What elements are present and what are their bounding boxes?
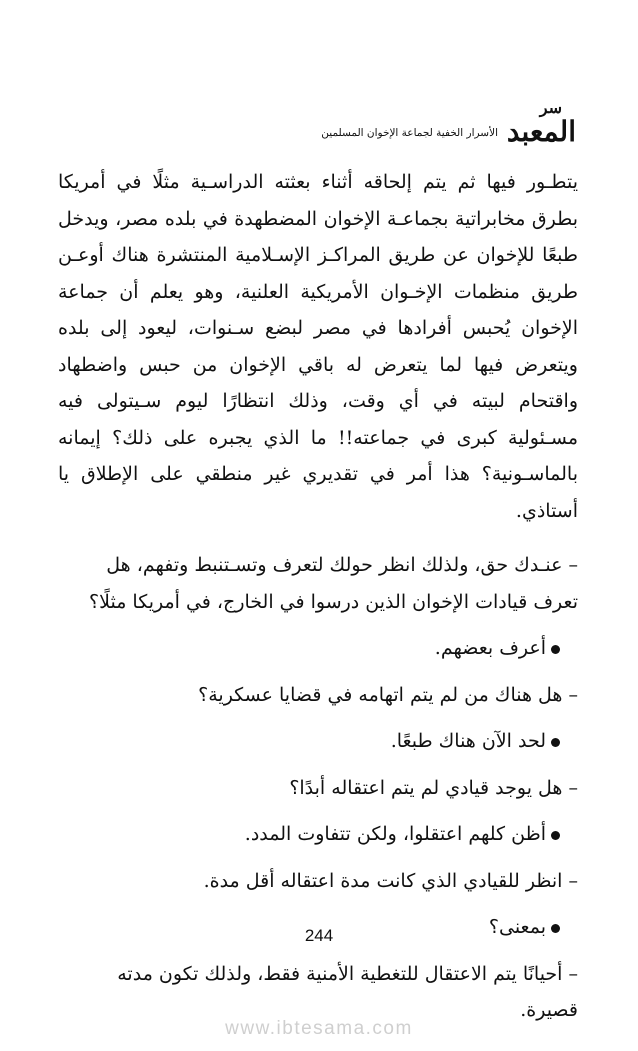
- watermark-url: www.ibtesama.com: [225, 1018, 413, 1039]
- page-body: [58, 164, 578, 1039]
- paragraph: يتطـور فيها ثم يتم إلحاقه أثناء بعثته الدراسـية مثلًا في أمريكا بطرق مخابراتية بجماعـة الإخوان المضطهدة في بلده مصر، ويدخل طبعًا للإخوان عن طريق المراكـز الإسـلامية المنتشرة هناك أوعـن طريق منظمات الإخـوان الأمريكية العلنية، وهو يعلم أن جماعة الإخوان يُحبس أفرادها في مصر لبضع سـنوات، ليعود إلى بلده ويتعرض فيها لما يتعرض له باقي الإخوان من حبس واضطهاد واقتحام لبيته في أي وقت، وذلك انتظارًا ليوم سـيتولى فيه مسـئولية كبرى في جماعته!! ما الذي يجبره على ذلك؟ إيمانه بالماسـونية؟ هذا أمر في تقديري غير منطقي على الإطلاق يا أستاذي.: [58, 171, 578, 522]
- dialogue-answer: [58, 723, 578, 760]
- book-subtitle: الأسرار الخفية لجماعة الإخوان المسلمين: [321, 126, 498, 139]
- dialogue-answer: [58, 630, 578, 667]
- book-logo: [506, 100, 576, 146]
- dialogue-question: – أحيانًا يتم الاعتقال للتغطية الأمنية فقط، ولذلك تكون مدته قصيرة.: [117, 962, 578, 1021]
- running-header: [70, 100, 576, 146]
- bullet-icon: [551, 645, 560, 654]
- logo-big-word: المعبد: [506, 115, 576, 148]
- dialogue-question: – عنـدك حق، ولذلك انظر حولك لتعرف وتسـتنبط وتفهم، هل تعرف قيادات الإخوان الذين درسوا في الخارج، في أمريكا مثلًا؟: [89, 554, 578, 613]
- bullet-icon: [551, 831, 560, 840]
- answer-text: بمعنى؟: [488, 916, 546, 938]
- bullet-icon: [551, 738, 560, 747]
- answer-text: أعرف بعضهم.: [434, 637, 546, 659]
- logo-small-word: سر: [539, 98, 562, 117]
- dialogue-question: – انظر للقيادي الذي كانت مدة اعتقاله أقل مدة.: [203, 869, 578, 892]
- dialogue-answer: [58, 816, 578, 853]
- answer-text: أظن كلهم اعتقلوا، ولكن تتفاوت المدد.: [244, 823, 546, 845]
- answer-text: لحد الآن هناك طبعًا.: [390, 730, 546, 752]
- dialogue-question: – هل يوجد قيادي لم يتم اعتقاله أبدًا؟: [289, 776, 578, 799]
- page-number: 244: [304, 926, 334, 945]
- dialogue-question: – هل هناك من لم يتم اتهامه في قضايا عسكرية؟: [198, 683, 578, 706]
